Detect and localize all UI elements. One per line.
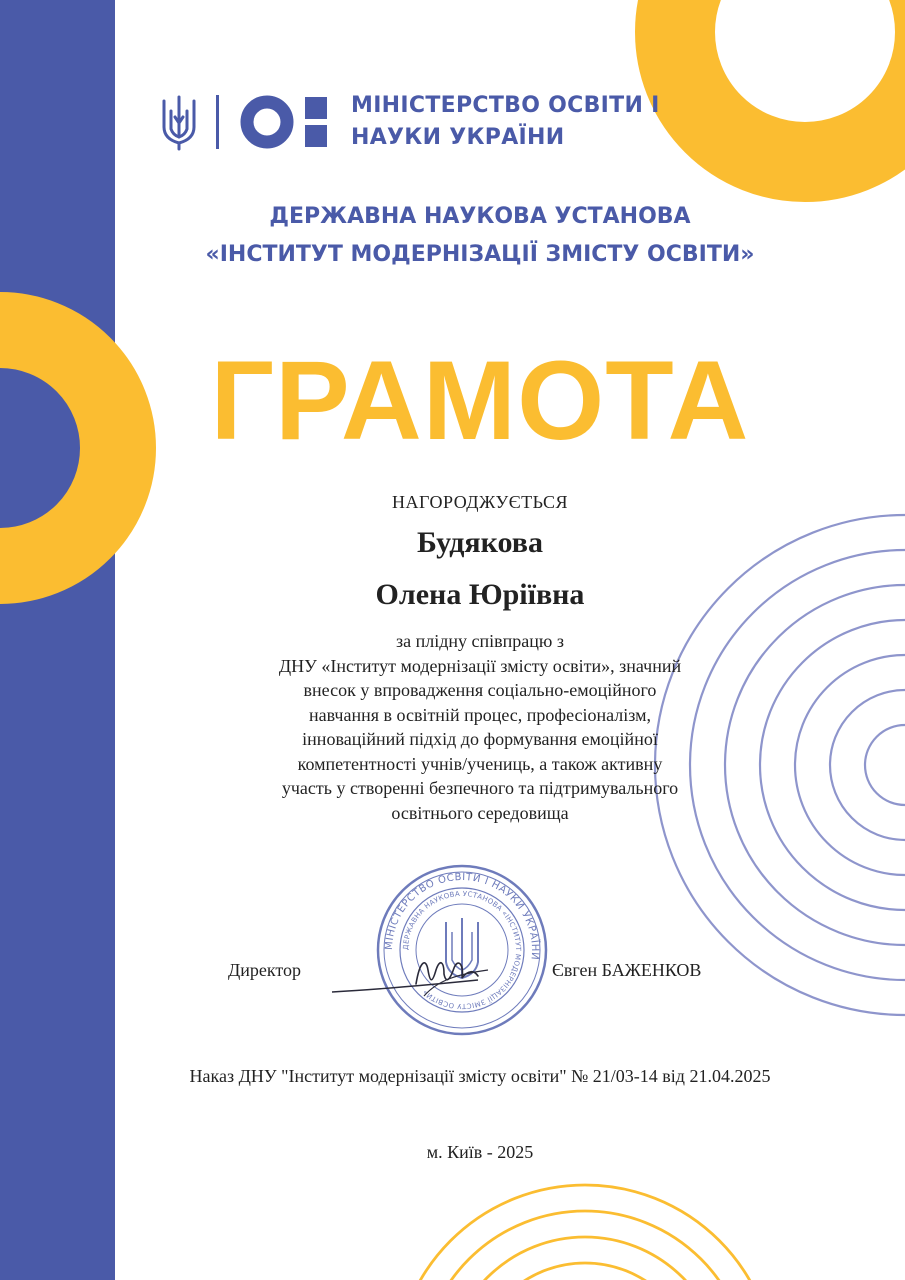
bottom-concentric-arcs	[395, 1185, 775, 1280]
reason-line: ДНУ «Інститут модернізації змісту освіти», значний	[278, 655, 682, 676]
reason-line: за плідну співпрацю з	[396, 631, 564, 651]
awarded-label: НАГОРОДЖУЄТЬСЯ	[392, 492, 568, 512]
institute-name-line2: «ІНСТИТУТ МОДЕРНІЗАЦІЇ ЗМІСТУ ОСВІТИ»	[205, 242, 755, 267]
ministry-name-line2: НАУКИ УКРАЇНИ	[351, 125, 565, 150]
reason-line: інноваційний підхід до формування емоційної	[302, 729, 658, 749]
ministry-name	[351, 90, 660, 154]
reason-line: навчання в освітній процес, професіоналізм,	[308, 704, 652, 725]
signatory-name: Євген БАЖЕНКОВ	[552, 960, 702, 980]
stamp-outer-text: МІНІСТЕРСТВО ОСВІТИ І НАУКИ УКРАЇНИ	[383, 871, 541, 961]
mon-logo	[239, 92, 335, 152]
top-right-yellow-arc	[675, 0, 905, 162]
ministry-name-line1: МІНІСТЕРСТВО ОСВІТИ І	[351, 93, 660, 118]
header-divider	[216, 95, 219, 149]
trident-icon	[160, 93, 198, 151]
place-date: м. Київ - 2025	[426, 1142, 534, 1162]
reason-line: освітнього середовища	[391, 802, 569, 823]
award-reason	[180, 629, 780, 825]
signatory-role: Директор	[228, 960, 302, 980]
ministry-header	[160, 90, 660, 154]
reason-line: внесок у впровадження соціально-емоційного	[303, 680, 657, 700]
recipient-given-names: Олена Юріївна	[375, 578, 585, 611]
order-reference: Наказ ДНУ "Інститут модернізації змісту освіти" № 21/03-14 від 21.04.2025	[189, 1066, 771, 1086]
signature	[328, 940, 528, 1010]
recipient-surname: Будякова	[417, 526, 543, 559]
institute-name	[120, 198, 840, 274]
institute-name-line1: ДЕРЖАВНА НАУКОВА УСТАНОВА	[269, 204, 691, 229]
reason-line: компетентності учнів/учениць, а також активну	[297, 753, 663, 774]
left-blue-stripe	[0, 0, 115, 1280]
certificate-title: ГРАМОТА	[210, 338, 750, 463]
reason-line: участь у створенні безпечного та підтримувального	[281, 778, 679, 798]
stamp-inner-text: ДЕРЖАВНА НАУКОВА УСТАНОВА «ІНСТИТУТ МОДЕРНІЗАЦІЇ ЗМІСТУ ОСВІТИ»	[401, 889, 523, 1011]
